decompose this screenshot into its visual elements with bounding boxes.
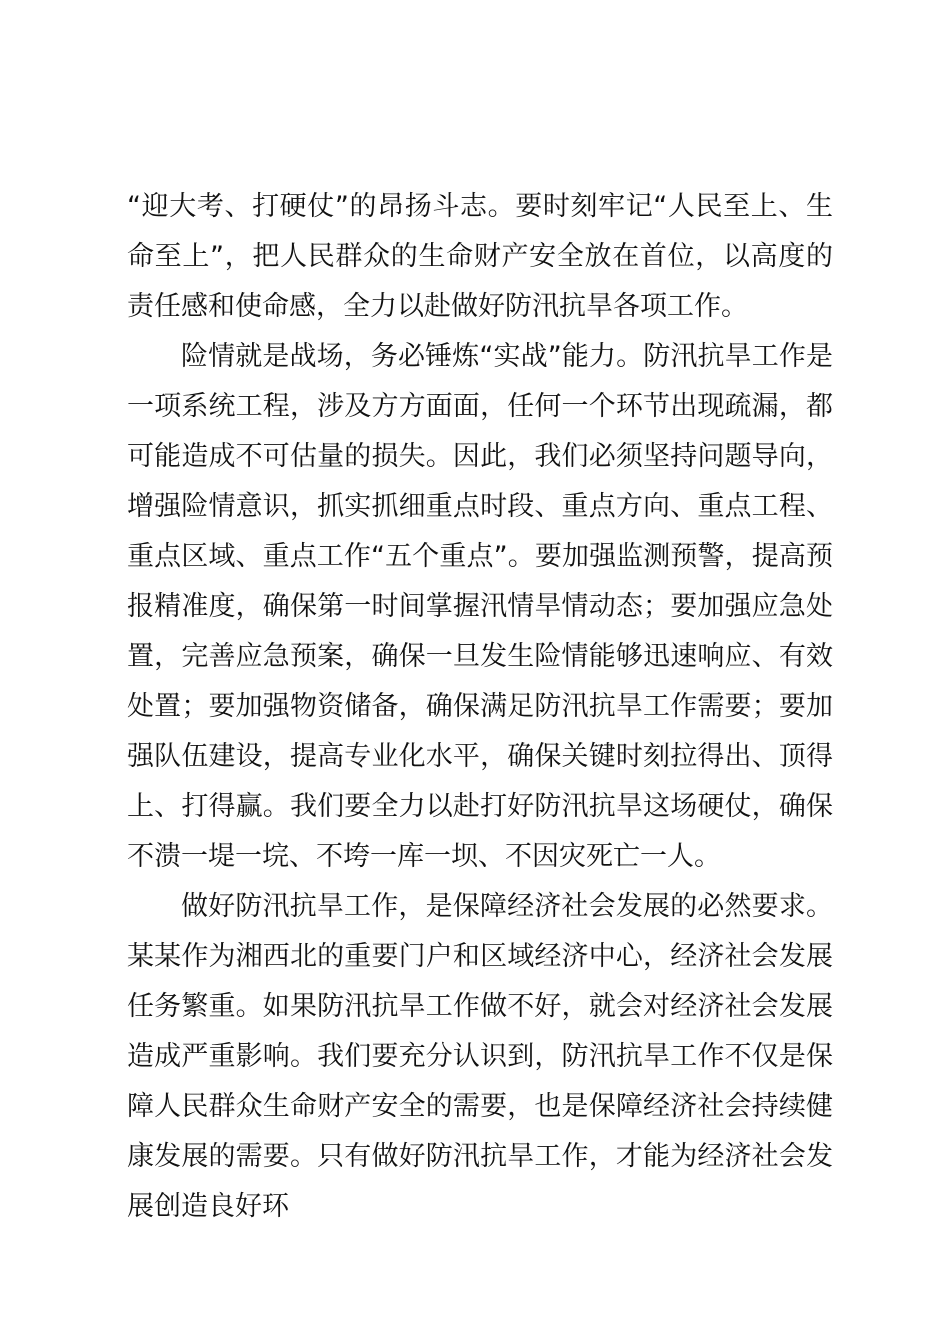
paragraph-1: “迎大考、打硬仗”的昂扬斗志。要时刻牢记“人民至上、生命至上”，把人民群众的生命财产安全放在首位，以高度的责任感和使命感，全力以赴做好防汛抗旱各项工作。	[127, 191, 833, 322]
paragraph-2: 险情就是战场，务必锤炼“实战”能力。防汛抗旱工作是一项系统工程，涉及方方面面，任何一个环节出现疏漏，都可能造成不可估量的损失。因此，我们必须坚持问题导向，增强险情意识，抓实抓细重点时段、重点方向、重点工程、重点区域、重点工作“五个重点”。要加强监测预警，提高预报精准度，确保第一时间掌握汛情旱情动态；要加强应急处置，完善应急预案，确保一旦发生险情能够迅速响应、有效处置；要加强物资储备，确保满足防汛抗旱工作需要；要加强队伍建设，提高专业化水平，确保关键时刻拉得出、顶得上、打得赢。我们要全力以赴打好防汛抗旱这场硬仗，确保不溃一堤一垸、不垮一库一坝、不因灾死亡一人。	[127, 341, 833, 872]
document-body	[127, 182, 833, 1232]
paragraph-3: 做好防汛抗旱工作，是保障经济社会发展的必然要求。某某作为湘西北的重要门户和区域经济中心，经济社会发展任务繁重。如果防汛抗旱工作做不好，就会对经济社会发展造成严重影响。我们要充分认识到，防汛抗旱工作不仅是保障人民群众生命财产安全的需要，也是保障经济社会持续健康发展的需要。只有做好防汛抗旱工作，才能为经济社会发展创造良好环	[127, 891, 833, 1222]
